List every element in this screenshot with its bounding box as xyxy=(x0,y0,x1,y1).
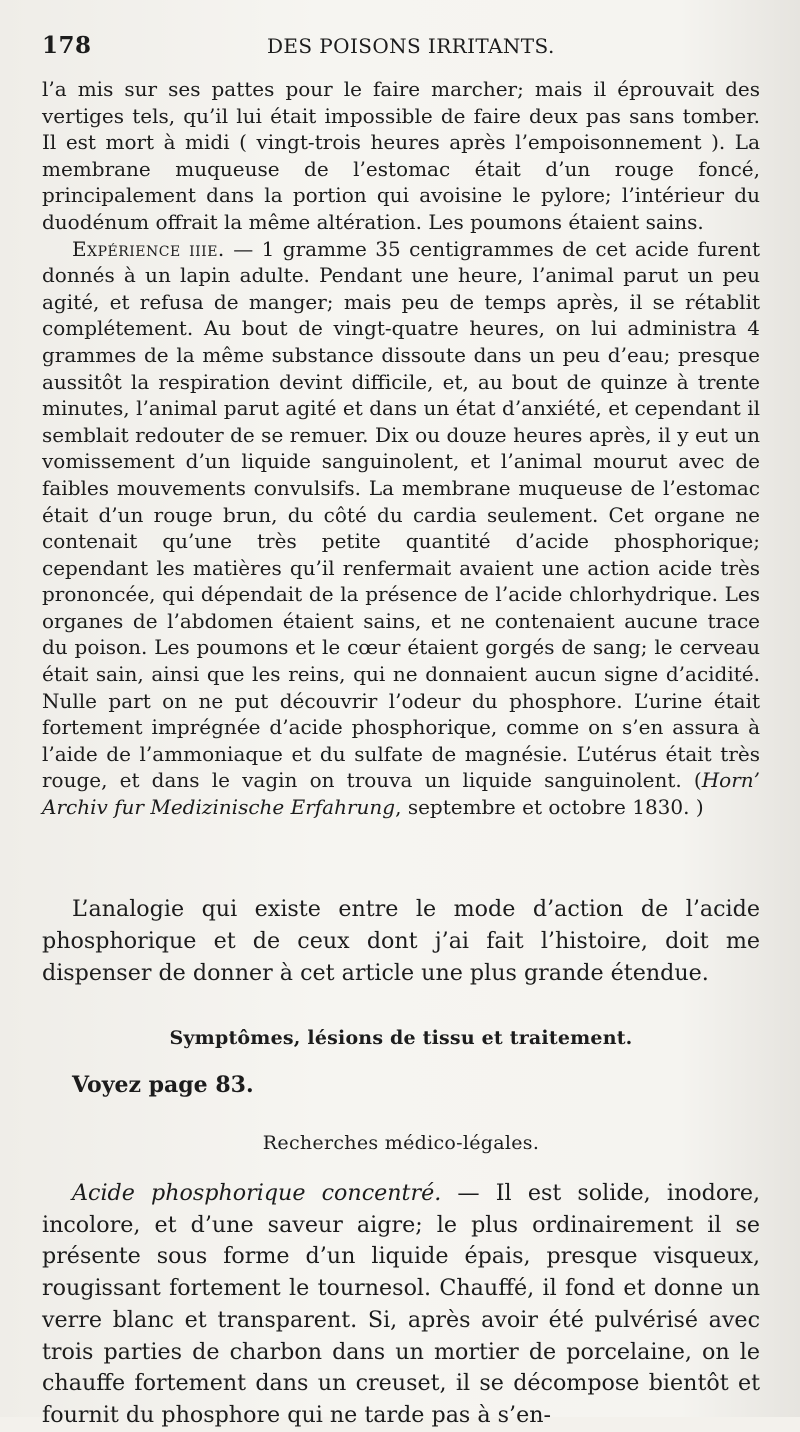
paragraph-continuation-text: l’a mis sur ses pattes pour le faire marcher; mais il éprouvait des vertiges tels, qu’il lui était impossible de faire deux pas sans tomber. Il est mort à midi ( vingt-trois heures après l’empoisonnement ). La membrane muqueuse de l’estomac était d’un rouge foncé, principalement dans la portion qui avoisine le pylore; l’intérieur du duodénum offrait la même altération. Les poumons étaient sains. xyxy=(42,77,760,234)
paragraph-acide-concentre xyxy=(42,1178,760,1432)
citation-title: Horn’ Archiv fur Medizinische Erfahrung xyxy=(42,768,760,820)
experiment-number: iiie. xyxy=(189,236,225,261)
paragraph-lead-italic: Acide phosphorique concentré. xyxy=(72,1180,442,1206)
experiment-label: Expérience xyxy=(72,236,181,261)
section-heading-symptomes: Symptômes, lésions de tissu et traitement. xyxy=(169,1027,633,1049)
running-title: DES POISONS IRRITANTS. xyxy=(267,34,555,58)
analogy-paragraph: L’analogie qui existe entre le mode d’action de l’acide phosphorique et de ceux dont j’ai fait l’histoire, doit me dispenser de donner à cet article une plus grande étendue. xyxy=(42,896,760,986)
paragraph-acide-text: — Il est solide, inodore, incolore, et d’une saveur aigre; le plus ordinairement il se présente sous forme d’un liquide épais, presque visqueux, rougissant fortement le tournesol. Chauffé, il fond et donne un verre blanc et transparent. Si, après avoir été pulvérisé avec trois parties de charbon dans un mortier de porcelaine, on le chauffe fortement dans un creuset, il se décompose bientôt et fournit du phosphore qui ne tarde pas à s’en- xyxy=(42,1180,760,1428)
citation-date: , septembre et octobre 1830. ) xyxy=(395,795,704,820)
section-heading-recherches: Recherches médico-légales. xyxy=(262,1132,540,1154)
paragraph-continuation xyxy=(42,76,760,821)
cross-reference: Voyez page 83. xyxy=(72,1072,254,1098)
page-number: 178 xyxy=(42,32,92,59)
experiment-text: — 1 gramme 35 centigrammes de cet acide furent donnés à un lapin adulte. Pendant une heure, l’animal parut un peu agité, et refusa de manger; mais peu de temps après, il se rétablit complétement. Au bout de vingt-quatre heures, on lui administra 4 grammes de la même substance dissoute dans un peu d’eau; presque aussitôt la respiration devint difficile, et, au bout de quinze à trente minutes, l’animal parut agité et dans un état d’anxiété, et cependant il semblait redouter de se remuer. Dix ou douze heures après, il y eut un vomissement d’un liquide sanguinolent, et l’animal mourut avec de faibles mouvements convulsifs. La membrane muqueuse de l’estomac était d’un rouge brun, du côté du cardia seulement. Cet organe ne contenait qu’une très petite quantité d’acide phosphorique; cependant les matières qu’il renfermait avaient une action acide très prononcée, qui dépendait de la présence de l’acide chlorhydrique. Les organes de l’abdomen étaient sains, et ne contenaient aucune trace du poison. Les poumons et le cœur étaient gorgés de sang; le cerveau était sain, ainsi que les reins, qui ne donnaient aucun signe d’acidité. Nulle part on ne put découvrir l’odeur du phosphore. L’urine était fortement imprégnée d’acide phosphorique, comme on s’en assura à l’aide de l’ammoniaque et du sulfate de magnésie. L’utérus était très rouge, et dans le vagin on trouva un liquide sanguinolent. ( xyxy=(42,236,760,793)
page-header xyxy=(42,32,762,66)
